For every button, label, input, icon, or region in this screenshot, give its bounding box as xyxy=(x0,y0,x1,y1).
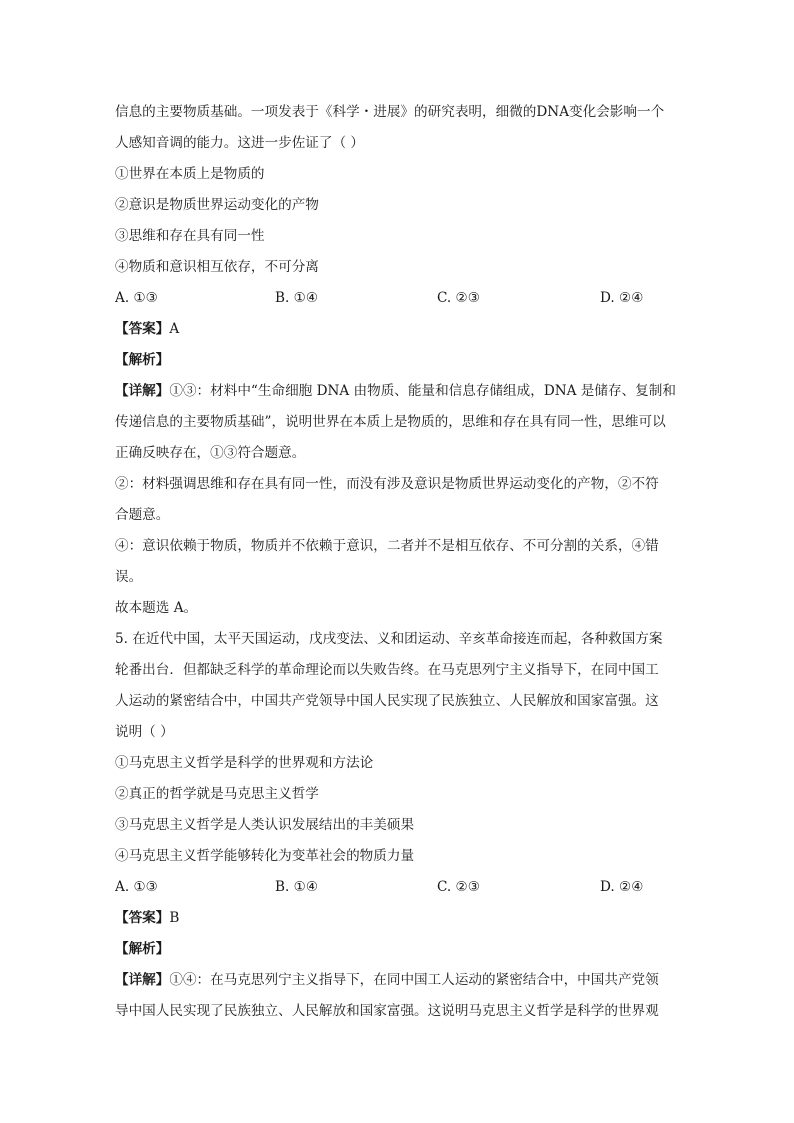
q4-detail-line-8: 故本题选 A。 xyxy=(115,600,198,616)
q5-item-1: ①马克思主义哲学是科学的世界观和方法论 xyxy=(115,755,374,771)
answer-value: B xyxy=(169,910,180,926)
q4-options xyxy=(115,283,680,314)
q5-detail-line-2: 导中国人民实现了民族独立、人民解放和国家富强。这说明马克思主义哲学是科学的世界观 xyxy=(115,1003,659,1019)
q4-detail-line-7: 误。 xyxy=(115,569,143,585)
q4-option-a: A. ①③ xyxy=(115,290,158,306)
q4-detail-line-6: ④：意识依赖于物质，物质并不依赖于意识，二者并不是相互依存、不可分割的关系，④错 xyxy=(115,538,659,554)
q4-detail-line-2: 传递信息的主要物质基础”，说明世界在本质上是物质的，思维和存在具有同一性，思维可以 xyxy=(115,414,666,430)
q4-option-b: B. ①④ xyxy=(275,290,319,306)
q4-stem-line-2: 人感知音调的能力。这进一步佐证了（ ） xyxy=(115,135,365,151)
detail-text: ①③：材料中“生命细胞 DNA 由物质、能量和信息存储组成，DNA 是储存、复制和 xyxy=(169,383,676,399)
q4-detail-line-1 xyxy=(115,376,680,407)
q5-option-c: C. ②③ xyxy=(437,879,480,895)
q4-detail-line-5: 合题意。 xyxy=(115,507,170,523)
detail-tag: 【详解】 xyxy=(115,383,170,399)
q5-stem-line-2: 轮番出台．但都缺乏科学的革命理论而以失败告终。在马克思列宁主义指导下，在同中国工 xyxy=(115,662,659,678)
q4-stem-line-1: 信息的主要物质基础。一项发表于《科学・进展》的研究表明，细微的DNA变化会影响一个 xyxy=(115,104,665,120)
detail-tag: 【详解】 xyxy=(115,972,170,988)
q5-item-3: ③马克思主义哲学是人类认识发展结出的丰美硕果 xyxy=(115,817,415,833)
q5-analysis-tag: 【解析】 xyxy=(115,941,170,957)
answer-tag: 【答案】 xyxy=(115,321,170,337)
q5-item-4: ④马克思主义哲学能够转化为变革社会的物质力量 xyxy=(115,848,415,864)
q5-option-a: A. ①③ xyxy=(115,879,158,895)
q4-item-3: ③思维和存在具有同一性 xyxy=(115,228,265,244)
q4-item-2: ②意识是物质世界运动变化的产物 xyxy=(115,197,319,213)
q4-detail-line-4: ②：材料强调思维和存在具有同一性，而没有涉及意识是物质世界运动变化的产物，②不符 xyxy=(115,476,659,492)
q5-stem-line-4: 说明（ ） xyxy=(115,724,174,740)
q4-option-d: D. ②④ xyxy=(600,290,644,306)
q4-detail-line-3: 正确反映存在，①③符合题意。 xyxy=(115,445,306,461)
q4-item-4: ④物质和意识相互依存，不可分离 xyxy=(115,259,319,275)
q4-analysis-tag: 【解析】 xyxy=(115,352,170,368)
q5-options xyxy=(115,872,680,903)
q5-option-b: B. ①④ xyxy=(275,879,319,895)
q5-item-2: ②真正的哲学就是马克思主义哲学 xyxy=(115,786,319,802)
q4-item-1: ①世界在本质上是物质的 xyxy=(115,166,265,182)
answer-value: A xyxy=(169,321,180,337)
detail-text: ①④：在马克思列宁主义指导下，在同中国工人运动的紧密结合中，中国共产党领 xyxy=(169,972,659,988)
q4-option-c: C. ②③ xyxy=(437,290,480,306)
q5-detail-line-1 xyxy=(115,965,680,996)
answer-tag: 【答案】 xyxy=(115,910,170,926)
q4-answer xyxy=(115,314,680,345)
q5-option-d: D. ②④ xyxy=(600,879,644,895)
document-page xyxy=(115,97,680,1027)
q5-stem-line-1: 5. 在近代中国，太平天国运动，戊戌变法、义和团运动、辛亥革命接连而起，各种救国方案 xyxy=(115,631,663,647)
q5-answer xyxy=(115,903,680,934)
q5-stem-line-3: 人运动的紧密结合中，中国共产党领导中国人民实现了民族独立、人民解放和国家富强。这 xyxy=(115,693,659,709)
